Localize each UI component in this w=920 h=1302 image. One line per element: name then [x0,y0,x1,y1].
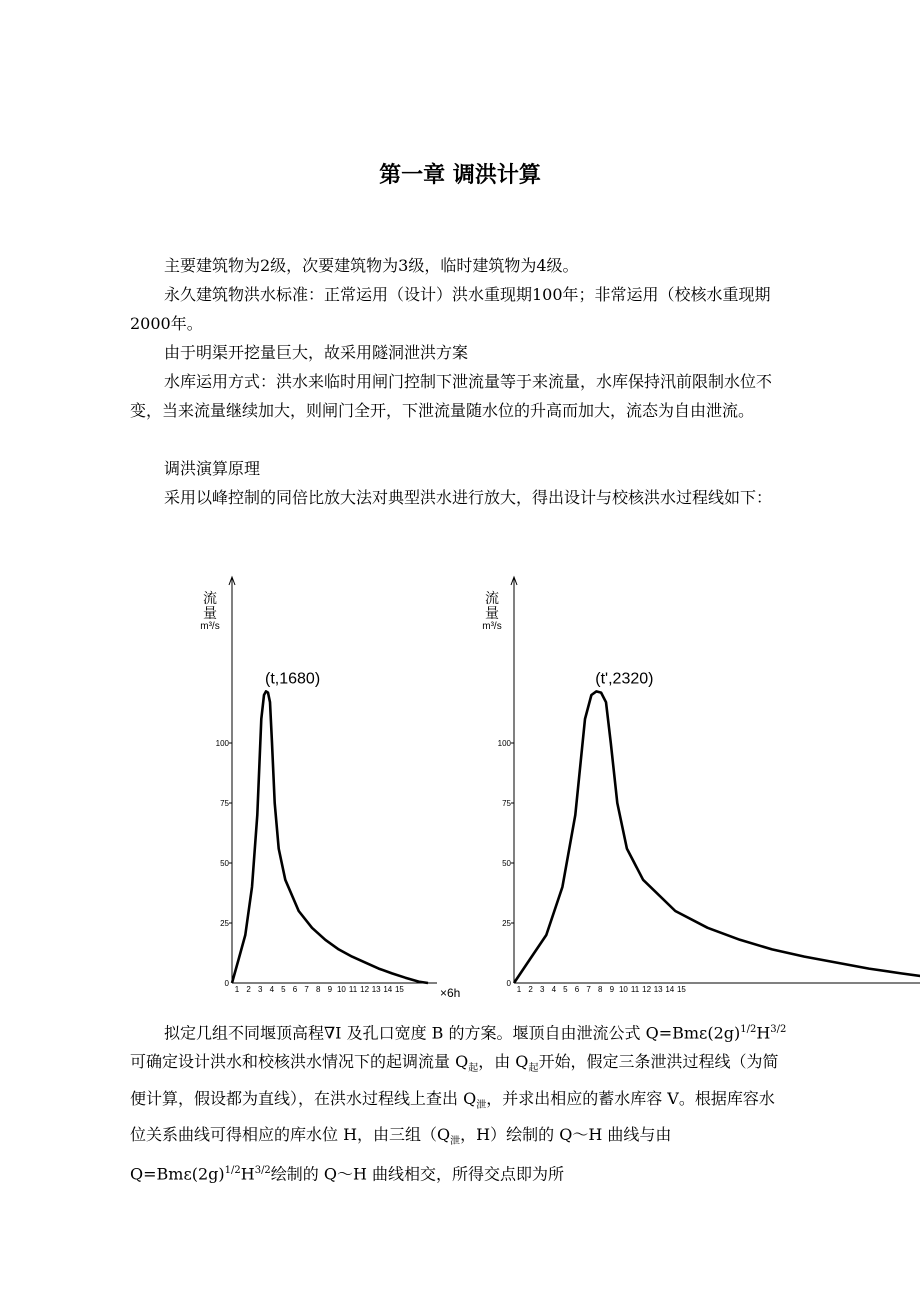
subscript: 起 [528,1063,539,1075]
x-tick-label: 13 [653,985,663,994]
x-tick-label: 6 [292,985,298,994]
y-tick-label: 25 [502,919,511,928]
text-run: ，H）绘制的 Q～H 曲线与由 Q=Bmε(2g) [130,1124,672,1184]
text-run: H [240,1164,255,1184]
superscript: 3/2 [770,1024,787,1035]
x-tick-label: 5 [281,985,286,994]
x-tick-label: 7 [586,985,591,994]
superscript: 1/2 [224,1164,241,1176]
y-axis-label-char: 量 [203,605,217,621]
superscript: 3/2 [254,1164,271,1176]
y-axis-unit: m³/s [200,621,220,632]
paragraph-flood-standard: 永久建筑物洪水标准：正常运用（设计）洪水重现期100年；非常运用（校核水重现期2000年。 [130,285,771,333]
x-tick-label: 3 [257,985,263,994]
x-tick-label: 7 [304,985,309,994]
peak-label: (t,1680) [265,670,321,688]
y-tick-label: 50 [502,859,511,868]
text-run: 拟定几组不同堰顶高程∇I 及孔口宽度 B 的方案。堰顶自由泄流公式 Q=Bmε(2g) [164,1023,741,1043]
x-tick-label: 11 [348,985,358,994]
x-tick-label: 15 [394,985,404,994]
flood-hydrograph-figure [0,565,920,1005]
x-tick-label: 5 [563,985,568,994]
subscript: 泄 [450,1135,461,1147]
paragraph-discharge-scheme: 由于明渠开挖量巨大，故采用隧洞泄洪方案 [164,343,469,362]
text-run: 开始，假定三条泄洪过程线（为简便计算，假设都为直线），在洪水过程线上查出 Q [130,1052,779,1108]
x-tick-label: 8 [597,985,603,994]
chapter-title: 第一章 调洪计算 [379,163,541,188]
text-run: 绘制的 Q～H 曲线相交，所得交点即为所 [270,1164,565,1184]
x-tick-label: 3 [539,985,545,994]
paragraph-amplification-method: 采用以峰控制的同倍比放大法对典型洪水进行放大，得出设计与校核洪水过程线如下： [164,488,773,507]
superscript: 1/2 [740,1024,757,1035]
text-run: ，并求出相应的蓄水库容 V。根据库容水位关系曲线可得相应的库水位 H，由三组（Q [130,1088,775,1144]
y-tick-label: 75 [502,799,511,808]
y-tick-label: 0 [224,979,229,988]
x-tick-label: 14 [383,985,393,994]
x-tick-label: 2 [528,985,533,994]
x-tick-label: 4 [269,985,275,994]
paragraph-reservoir-operation: 水库运用方式：洪水来临时用闸门控制下泄流量等于来流量，水库保持汛前限制水位不变，当来流量继续加大，则闸门全开，下泄流量随水位的升高而加大，流态为自由泄流。 [130,372,773,420]
x-tick-label: 1 [516,985,522,994]
x-tick-label: 1 [234,985,240,994]
paragraph-building-grade: 主要建筑物为2级，次要建筑物为3级，临时建筑物为4级。 [164,256,579,275]
x-tick-label: 11 [630,985,640,994]
x-tick-label: 13 [371,985,381,994]
text-run: H [756,1023,771,1043]
paragraph-routing-principle: 调洪演算原理 [164,459,261,478]
y-tick-label: 100 [215,739,229,748]
y-axis-label-char: 流 [203,590,217,606]
x-tick-label: 12 [360,985,370,994]
y-tick-label: 100 [497,739,511,748]
x-tick-label: 15 [676,985,686,994]
hydrograph-curve [232,691,428,983]
y-axis-label-char: 流 [485,590,499,606]
peak-label: (t',2320) [595,670,654,688]
y-axis-label-char: 量 [485,605,499,621]
subscript: 泄 [476,1099,487,1111]
y-tick-label: 50 [220,859,229,868]
x-tick-label: 10 [336,985,346,994]
x-tick-label: 10 [618,985,628,994]
text-run: ，由 Q [478,1052,529,1072]
text-run: 可确定设计洪水和校核洪水情况下的起调流量 Q [130,1052,469,1072]
x-axis-label: ×6h [440,986,461,1000]
x-tick-label: 8 [315,985,321,994]
x-tick-label: 4 [551,985,557,994]
x-tick-label: 12 [642,985,652,994]
x-tick-label: 14 [665,985,675,994]
x-tick-label: 2 [246,985,251,994]
paragraph-scheme-calculation [130,1015,790,1188]
x-tick-label: 9 [609,985,615,994]
subscript: 起 [468,1063,479,1075]
y-tick-label: 25 [220,919,229,928]
hydrograph-curve [514,691,920,983]
y-axis-unit: m³/s [482,621,502,632]
x-tick-label: 9 [327,985,333,994]
y-tick-label: 75 [220,799,229,808]
x-tick-label: 6 [574,985,580,994]
y-tick-label: 0 [506,979,511,988]
